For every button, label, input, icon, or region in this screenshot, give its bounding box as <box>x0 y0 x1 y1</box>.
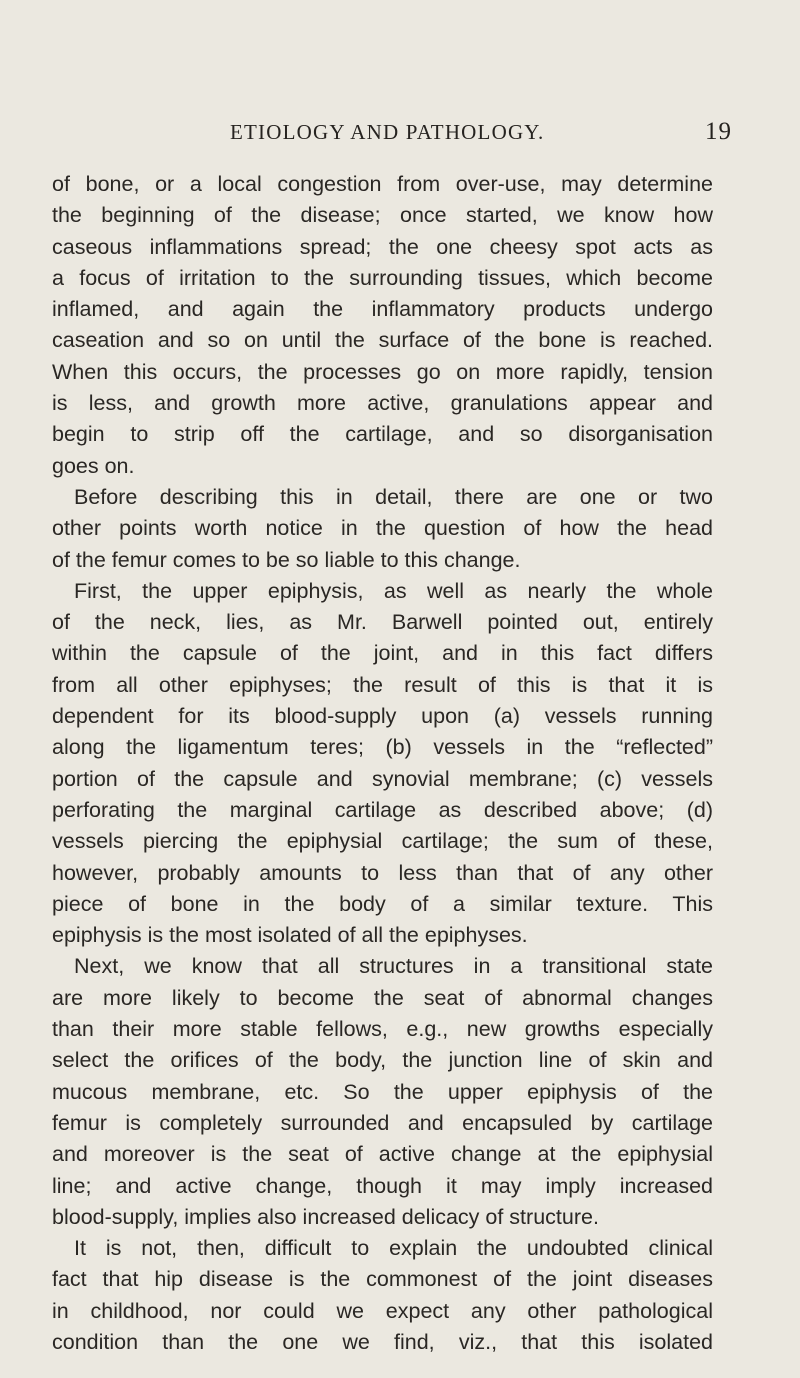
text-line: and moreover is the seat of active change at the epiphysial <box>52 1142 713 1167</box>
text-line: of the neck, lies, as Mr. Barwell pointed out, entirely <box>52 610 713 635</box>
text-line: caseous inflammations spread; the one cheesy spot acts as <box>52 234 713 259</box>
text-line: dependent for its blood-supply upon (a) vessels running <box>52 704 713 729</box>
text-line: perforating the marginal cartilage as described above; (d) <box>52 797 713 822</box>
text-line: condition than the one we find, viz., that this isolated <box>52 1329 713 1354</box>
text-line: from all other epiphyses; the result of this is that it is <box>52 672 713 697</box>
text-line: mucous membrane, etc. So the upper epiphysis of the <box>52 1079 713 1104</box>
text-line: It is not, then, difficult to explain the undoubted clinical <box>74 1236 713 1261</box>
text-line: line; and active change, though it may imply increased <box>52 1173 713 1198</box>
text-line: of the femur comes to be so liable to this change. <box>52 547 521 572</box>
text-line: goes on. <box>52 453 135 478</box>
text-line: the beginning of the disease; once started, we know how <box>52 203 713 228</box>
text-line: portion of the capsule and synovial membrane; (c) vessels <box>52 766 713 791</box>
running-title: ETIOLOGY AND PATHOLOGY. <box>230 120 545 144</box>
text-line: are more likely to become the seat of abnormal changes <box>52 985 713 1010</box>
text-line: is less, and growth more active, granulations appear and <box>52 391 713 416</box>
text-line: When this occurs, the processes go on more rapidly, tension <box>52 359 713 384</box>
text-line: piece of bone in the body of a similar texture. This <box>52 891 713 916</box>
text-line: vessels piercing the epiphysial cartilage; the sum of these, <box>52 829 713 854</box>
text-line: within the capsule of the joint, and in this fact differs <box>52 641 713 666</box>
text-line: other points worth notice in the question of how the head <box>52 516 713 541</box>
text-line: caseation and so on until the surface of the bone is reached. <box>52 328 713 353</box>
text-line: inflamed, and again the inflammatory products undergo <box>52 297 713 322</box>
page-number: 19 <box>705 118 732 145</box>
text-line: of bone, or a local congestion from over-use, may determine <box>52 172 713 196</box>
text-line: femur is completely surrounded and encapsuled by cartilage <box>52 1110 713 1135</box>
text-line: Next, we know that all structures in a transitional state <box>74 954 713 979</box>
text-line: begin to strip off the cartilage, and so disorganisation <box>52 422 713 447</box>
text-line: Before describing this in detail, there are one or two <box>74 484 713 509</box>
text-line: select the orifices of the body, the junction line of skin and <box>52 1048 713 1073</box>
text-line: a focus of irritation to the surrounding tissues, which become <box>52 265 713 290</box>
text-line: along the ligamentum teres; (b) vessels in the “reflected” <box>52 735 713 760</box>
text-line: blood-supply, implies also increased delicacy of structure. <box>52 1204 599 1229</box>
text-line: than their more stable fellows, e.g., new growths especially <box>52 1017 713 1042</box>
text-line: First, the upper epiphysis, as well as nearly the whole <box>74 578 713 603</box>
running-head <box>0 120 800 160</box>
text-line: epiphysis is the most isolated of all the epiphyses. <box>52 923 528 948</box>
text-line: in childhood, nor could we expect any other pathological <box>52 1298 713 1323</box>
text-line: fact that hip disease is the commonest of the joint diseases <box>52 1267 713 1292</box>
text-line: however, probably amounts to less than that of any other <box>52 860 713 885</box>
body-text <box>52 169 713 1358</box>
